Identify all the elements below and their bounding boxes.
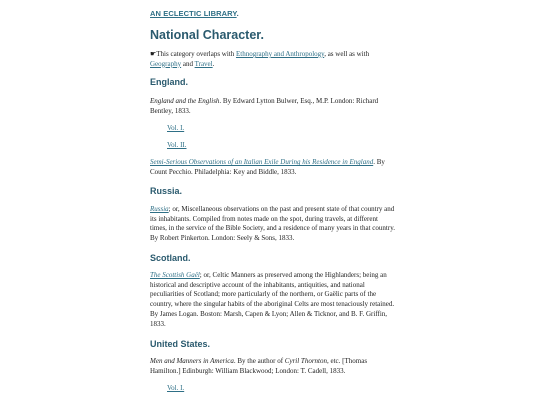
site-home-link[interactable]: AN ECLECTIC LIBRARY xyxy=(150,9,237,18)
heading-united-states: United States. xyxy=(150,339,211,349)
intro-text-3: and xyxy=(181,59,195,68)
entry-details: ; or, Celtic Manners as preserved among the Highlanders; being an historical and descriptive account of the inhabitants, antiquities, and national peculiarities of Scotland; more particularly of the northern, or Gaëlic parts of the country, where the singular habits of the aboriginal Celts are most tenaciously retained. By James Logan. Boston: Marsh, Capen & Lyon; Allen & Ticknor, and B. F. Griffin, 1833. xyxy=(150,271,395,328)
page-title: National Character. xyxy=(150,28,264,42)
entry-title: Men and Manners in America xyxy=(150,357,234,365)
entry-england-and-the-english xyxy=(150,97,395,116)
us-vol-1-link[interactable]: Vol. I. xyxy=(167,384,185,392)
volume-item xyxy=(167,141,412,151)
entry-title: England and the English xyxy=(150,97,220,105)
entry-details-1: . By the author of xyxy=(233,357,285,365)
heading-england: England. xyxy=(150,77,188,87)
entry-men-and-manners xyxy=(150,357,395,376)
ethnography-link[interactable]: Ethnography and Anthropology xyxy=(235,50,325,58)
site-header xyxy=(150,9,239,18)
heading-scotland: Scotland. xyxy=(150,253,191,263)
volume-item xyxy=(167,384,412,394)
entry-semi-serious-observations xyxy=(150,158,395,177)
volume-item xyxy=(167,124,412,134)
russia-link[interactable] xyxy=(150,205,169,213)
intro-text-4: . xyxy=(212,59,215,68)
intro-text-1: This category overlaps with xyxy=(156,50,236,58)
england-vol-2-link[interactable]: Vol. II. xyxy=(167,141,187,149)
entry-details: ; or, Miscellaneous observations on the past and present state of that country and its inhabitants. Compiled from notes made on the spot, during travels, at different times, in the service of the Bible Society, and a residence of many years in that country. By Robert Pinkerton. London: Seely & Sons, 1833. xyxy=(150,205,395,243)
entry-title: The Scottish Gaël xyxy=(150,271,200,279)
scottish-gael-link[interactable] xyxy=(150,271,200,279)
intro-text-2: , as well as with xyxy=(324,50,370,58)
entry-details-2: , etc. [Thomas Hamilton.] Edinburgh: William Blackwood; London: T. Cadell, 1833. xyxy=(150,357,368,375)
site-header-suffix: . xyxy=(236,9,239,18)
entry-russia xyxy=(150,205,395,244)
geography-link[interactable]: Geography xyxy=(150,59,182,68)
entry-title: Russia xyxy=(150,205,169,213)
entry-scottish-gael xyxy=(150,271,395,329)
heading-russia: Russia. xyxy=(150,186,183,196)
intro-paragraph xyxy=(150,50,395,69)
travel-link[interactable]: Travel xyxy=(194,59,213,68)
entry-title: Semi-Serious Observations of an Italian Exile During his Residence in England xyxy=(150,158,374,166)
author-work-title: Cyril Thornton xyxy=(284,357,327,365)
entry-details: . By Edward Lytton Bulwer, Esq., M.P. London: Richard Bentley, 1833. xyxy=(150,97,379,115)
semi-serious-observations-link[interactable] xyxy=(150,158,373,166)
pointing-hand-icon: ☛ xyxy=(150,50,157,58)
england-vol-1-link[interactable]: Vol. I. xyxy=(167,124,185,132)
entry-details: . By Count Pecchio. Philadelphia: Key and Biddle, 1833. xyxy=(150,158,385,176)
